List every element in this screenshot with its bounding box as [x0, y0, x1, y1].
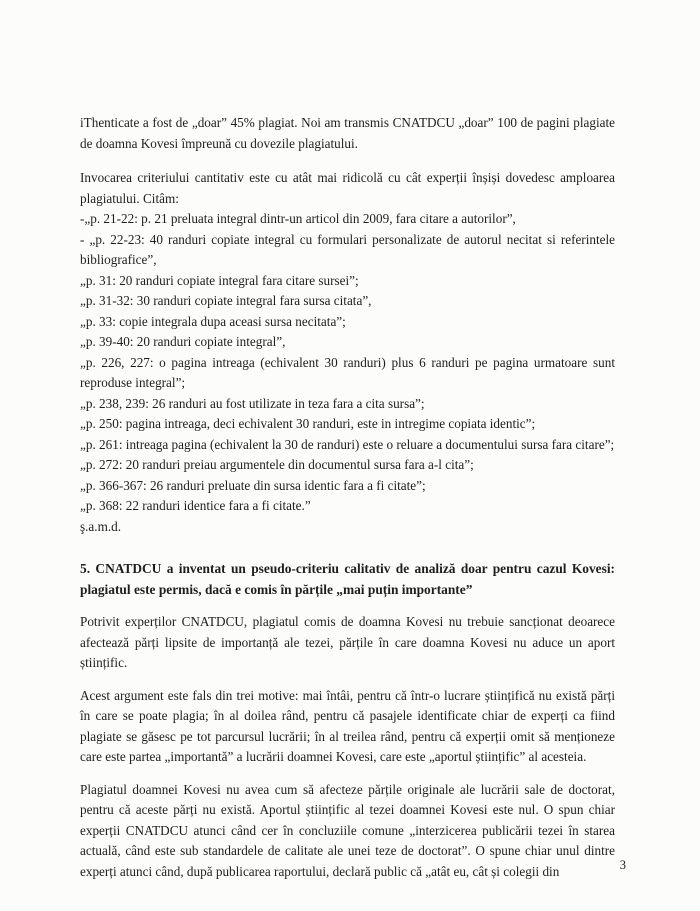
quote-item: „p. 272: 20 randuri preiau argumentele din documentul sursa fara a-l cita”; [80, 457, 474, 472]
quote-item-etc: ş.a.m.d. [80, 518, 122, 534]
page-number: 3 [619, 858, 626, 872]
quote-item: -„p. 21-22: p. 21 preluata integral dintr-un articol din 2009, fara citare a autorilor”, [80, 211, 516, 226]
quote-item: - „p. 22-23: 40 randuri copiate integral cu formulari personalizate de autorul necitat si referintele bibliografice”, [80, 231, 615, 267]
paragraph-ithenticate: iThenticate a fost de „doar” 45% plagiat. Noi am transmis CNATDCU „doar” 100 de pagini plagiate de doamna Kovesi împreună cu dovezile plagiatului. [80, 115, 615, 151]
document-body [80, 113, 615, 882]
paragraph-criteriu-cantitativ: Invocarea criteriului cantitativ este cu atât mai ridicolă cu cât experții înșiși dovedesc amploarea plagiatului. Citâm: [80, 170, 615, 206]
quote-item: „p. 238, 239: 26 randuri au fost utilizate in teza fara a cita sursa”; [80, 395, 425, 411]
quote-item: „p. 261: intreaga pagina (echivalent la 30 de randuri) este o reluare a documentului sursa fara citare”; [80, 436, 615, 452]
quote-item: „p. 31-32: 30 randuri copiate integral fara sursa citata”, [80, 293, 372, 308]
paragraph-experti-cnatdcu: Potrivit experților CNATDCU, plagiatul comis de doamna Kovesi nu trebuie sancționat deoarece afectează părți lipsite de importanță ale tezei, părțile în care doamna Kovesi nu aduce un aport științific. [80, 614, 615, 670]
paragraph-aport-stiintific: Plagiatul doamnei Kovesi nu avea cum să afecteze părțile originale ale lucrării sale de doctorat, pentru că aceste părți nu există. Aportul științific al tezei doamnei Kovesi este nul. O spun chiar experții CNATDCU atunci când cer în concluziile comune „interzicerea publicării tezei în starea actuală, când este sub standardele de calitate ale unei teze de doctorat”. O spune chiar unul dintre experți atunci când, după publicarea raportului, declară public că „atât eu, cât și colegii din [80, 781, 615, 879]
paragraph-argument-fals: Acest argument este fals din trei motive: mai întâi, pentru că într-o lucrare științifică nu există părți în care se poate plagia; în al doilea rând, pentru că pasajele identificate chiar de experți ca fiind plagiate se găsesc pe tot parcursul lucrării; în al treilea rând, pentru că experții omit să menționeze care este partea „importantă” a lucrării doamnei Kovesi, care este „aportul științific” al acesteia. [80, 687, 615, 764]
quote-item: „p. 366-367: 26 randuri preluate din sursa identic fara a fi citate”; [80, 477, 426, 493]
expert-quotes-list [80, 209, 615, 537]
quote-item: „p. 31: 20 randuri copiate integral fara citare sursei”; [80, 272, 359, 288]
quote-item: „p. 226, 227: o pagina intreaga (echivalent 30 randuri) plus 6 randuri pe pagina urmatoare sunt reproduse integral”; [80, 354, 615, 390]
quote-item: „p. 39-40: 20 randuri copiate integral”, [80, 334, 286, 349]
quote-item: „p. 33: copie integrala dupa aceasi sursa necitata”; [80, 313, 346, 329]
section-heading: 5. CNATDCU a inventat un pseudo-criteriu calitativ de analiză doar pentru cazul Kovesi: plagiatul este permis, dacă e comis în părțile „mai puțin importante” [80, 561, 615, 597]
quote-item: „p. 368: 22 randuri identice fara a fi citate.” [80, 498, 311, 513]
quote-item: „p. 250: pagina intreaga, deci echivalent 30 randuri, este in intregime copiata identic”; [80, 416, 536, 431]
